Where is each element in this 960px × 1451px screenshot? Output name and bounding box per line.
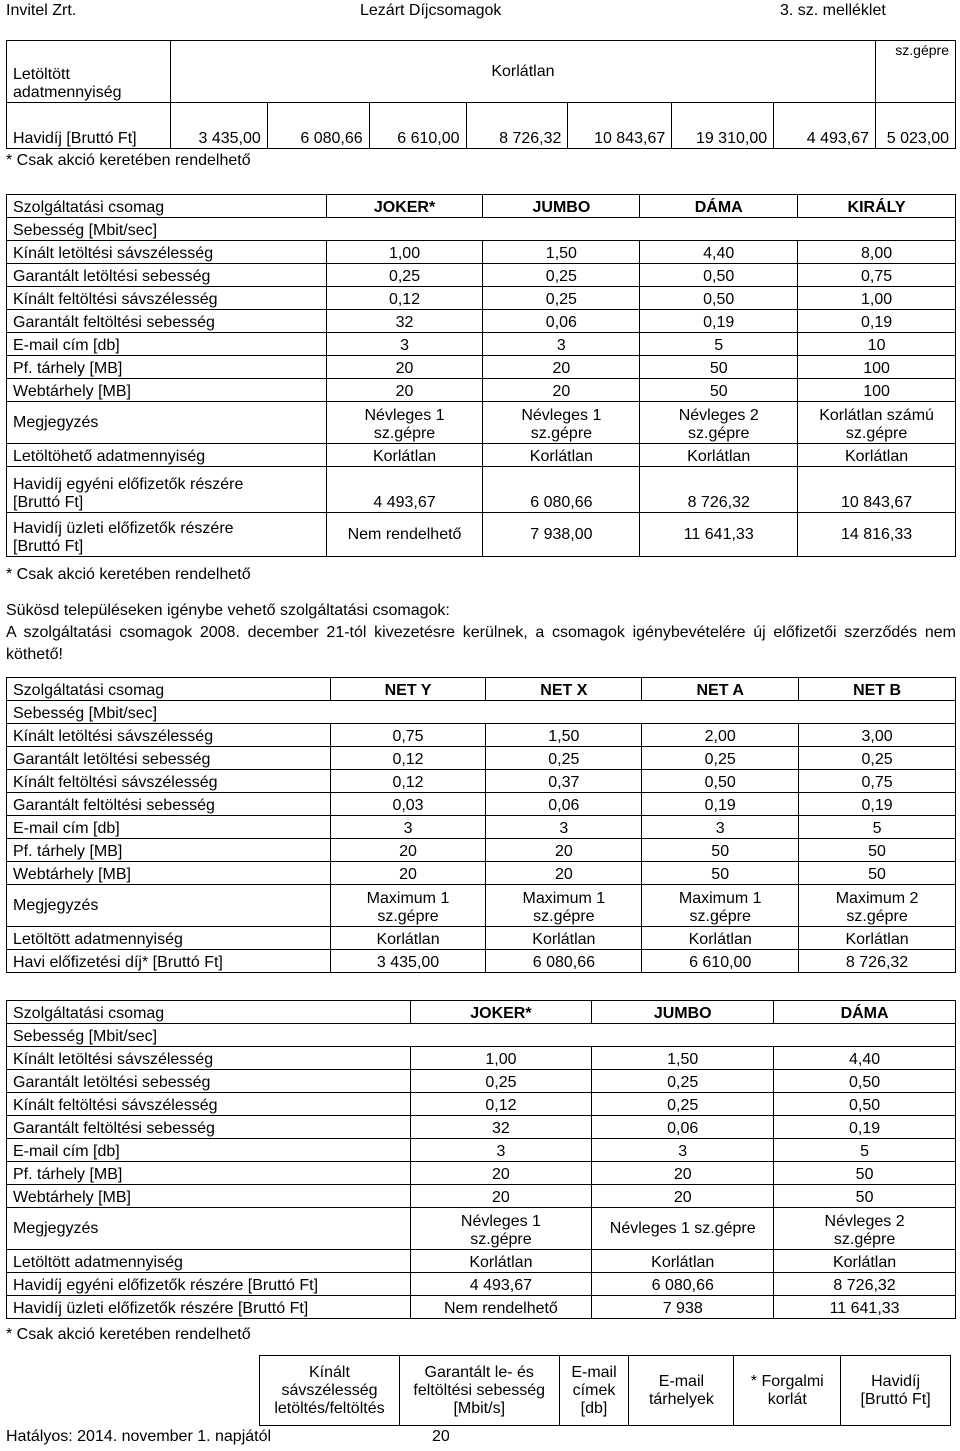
remark-line: sz.gépre [533, 908, 595, 925]
row-label: Havidíj egyéni előfizetők részére [13, 476, 244, 493]
cell: 0,19 [799, 793, 956, 816]
table-row [7, 467, 956, 513]
cell: 11 641,33 [640, 513, 798, 557]
annex-label: 3. sz. melléklet [780, 2, 886, 19]
cell: 0,25 [799, 747, 956, 770]
cell: 0,50 [774, 1093, 956, 1116]
section-label: Sebesség [Mbit/sec] [7, 1024, 956, 1047]
cell: 1,50 [592, 1047, 774, 1070]
cell: 0,06 [592, 1116, 774, 1139]
package-table-3 [6, 1000, 956, 1319]
cell: 50 [774, 1162, 956, 1185]
row-label: Pf. tárhely [MB] [7, 1162, 411, 1185]
cell: 0,75 [330, 724, 486, 747]
row-label: Havidíj üzleti előfizetők részére [Bruttó Ft] [7, 1296, 411, 1319]
column-header [260, 1356, 400, 1426]
column-header: JOKER* [410, 1001, 592, 1024]
column-header: NET Y [330, 678, 486, 701]
row-label: Kínált letöltési sávszélesség [7, 1047, 411, 1070]
price-cell: 19 310,00 [672, 103, 774, 149]
table-row [7, 950, 956, 973]
top-price-table [6, 40, 956, 149]
table-row [7, 747, 956, 770]
cell: 0,75 [799, 770, 956, 793]
row-label: Webtárhely [MB] [7, 1185, 411, 1208]
cell: 50 [642, 839, 799, 862]
cell: Korlátlan [486, 927, 642, 950]
page-header [0, 0, 960, 24]
cell: 6 080,66 [486, 950, 642, 973]
cell: 10 [798, 333, 956, 356]
cell: 6 080,66 [592, 1273, 774, 1296]
row-label: Megjegyzés [7, 1208, 411, 1250]
column-header: JOKER* [326, 195, 483, 218]
cell: 0,06 [486, 793, 642, 816]
cell: 0,12 [330, 747, 486, 770]
header-line: E-mail [571, 1363, 617, 1381]
cell: 2,00 [642, 724, 799, 747]
column-header [841, 1356, 951, 1426]
notice-line: A szolgáltatási csomagok 2008. december 21-tól kivezetésre kerülnek, a csomagok igénybevételére új előfizetői szerződés nem köthető! [6, 624, 956, 663]
column-header: NET B [799, 678, 956, 701]
table-row [7, 1139, 956, 1162]
header-line: [db] [580, 1399, 608, 1417]
table-row [7, 724, 956, 747]
cell: 3 [410, 1139, 592, 1162]
document-title: Lezárt Díjcsomagok [360, 2, 502, 19]
cell: Nem rendelhető [410, 1296, 592, 1319]
table-title: Szolgáltatási csomag [7, 1001, 411, 1024]
cell: 50 [799, 839, 956, 862]
remark-line: sz.gépre [845, 425, 908, 442]
cell: 1,00 [798, 287, 956, 310]
column-header [629, 1356, 734, 1426]
row-label: E-mail cím [db] [7, 333, 327, 356]
unlimited-value: Korlátlan [170, 41, 875, 103]
cell: 20 [592, 1185, 774, 1208]
cell: 3 435,00 [330, 950, 486, 973]
price-cell: 6 610,00 [369, 103, 466, 149]
column-header: NET X [486, 678, 642, 701]
row-label: Pf. tárhely [MB] [7, 839, 331, 862]
remark-line: Névleges 2 [678, 407, 759, 424]
header-line: letöltés/feltöltés [274, 1399, 385, 1417]
cell: 0,50 [640, 287, 798, 310]
row-label: Letöltött adatmennyiség [7, 927, 331, 950]
row-label: Kínált letöltési sávszélesség [7, 241, 327, 264]
remark-line: Névleges 1 sz.gépre [609, 1219, 756, 1237]
remark-line: Névleges 1 [460, 1213, 541, 1230]
header-line: Garantált le- és [424, 1363, 534, 1381]
cell: 4 493,67 [326, 467, 483, 513]
row-label: Havidíj egyéni előfizetők részére [Bruttó Ft] [7, 1273, 411, 1296]
header-line: tárhelyek [648, 1390, 714, 1408]
row-label: Garantált letöltési sebesség [7, 264, 327, 287]
cell: 14 816,33 [798, 513, 956, 557]
remark-line: Névleges 1 [364, 407, 445, 424]
cell: 32 [410, 1116, 592, 1139]
cell: 20 [326, 356, 483, 379]
remark-line: sz.gépre [530, 425, 593, 442]
table-row [7, 264, 956, 287]
cell: 3,00 [799, 724, 956, 747]
cell: 0,37 [486, 770, 642, 793]
cell: 8 726,32 [774, 1273, 956, 1296]
table-row [7, 1273, 956, 1296]
cell: 100 [798, 379, 956, 402]
remark-line: Névleges 2 [824, 1213, 905, 1230]
table-row [7, 1250, 956, 1273]
remark-line: Maximum 1 [522, 890, 606, 907]
cell: 0,25 [326, 264, 483, 287]
row-label: Kínált feltöltési sávszélesség [7, 770, 331, 793]
cell: 0,25 [592, 1070, 774, 1093]
action-note: * Csak akció keretében rendelhető [6, 1326, 251, 1343]
cell: 3 [483, 333, 640, 356]
cell: 0,19 [642, 793, 799, 816]
cell: 0,19 [774, 1116, 956, 1139]
table-row [7, 1162, 956, 1185]
table-row [7, 333, 956, 356]
cell: 0,25 [483, 287, 640, 310]
cell: 20 [486, 862, 642, 885]
header-line: [Bruttó Ft] [860, 1390, 931, 1408]
row-label: Garantált letöltési sebesség [7, 1070, 411, 1093]
cell: 3 [592, 1139, 774, 1162]
row-label: Havidíj [Bruttó Ft] [7, 103, 171, 149]
cell: 3 [642, 816, 799, 839]
cell: 0,25 [592, 1093, 774, 1116]
cell: 0,25 [642, 747, 799, 770]
column-header [734, 1356, 841, 1426]
section-label: Sebesség [Mbit/sec] [7, 701, 956, 724]
cell: 0,03 [330, 793, 486, 816]
cell: 0,12 [330, 770, 486, 793]
cell: 20 [330, 862, 486, 885]
package-table-1 [6, 194, 956, 557]
remark-line: Névleges 1 [521, 407, 602, 424]
cell: 0,50 [642, 770, 799, 793]
remark-line: Maximum 1 [366, 890, 450, 907]
price-cell: 5 023,00 [876, 103, 956, 149]
row-label: [Bruttó Ft] [13, 538, 84, 555]
cell: Korlátlan [774, 1250, 956, 1273]
cell: 8 726,32 [799, 950, 956, 973]
cell: 50 [640, 379, 798, 402]
cell: Korlátlan [410, 1250, 592, 1273]
cell: 20 [483, 356, 640, 379]
cell: 0,25 [483, 264, 640, 287]
table-row [7, 885, 956, 927]
cell: Nem rendelhető [326, 513, 483, 557]
row-label: Pf. tárhely [MB] [7, 356, 327, 379]
remark-line: sz.gépre [688, 425, 750, 442]
cell: 8 726,32 [640, 467, 798, 513]
price-cell: 6 080,66 [267, 103, 369, 149]
table-title: Szolgáltatási csomag [7, 678, 331, 701]
header-line: címek [572, 1381, 616, 1399]
cell: Korlátlan [799, 927, 956, 950]
cell: 6 610,00 [642, 950, 799, 973]
cell: Korlátlan [330, 927, 486, 950]
remark-line: sz.gépre [689, 908, 751, 925]
cell: 1,00 [410, 1047, 592, 1070]
cell: 50 [774, 1185, 956, 1208]
cell: 5 [774, 1139, 956, 1162]
table-row [7, 356, 956, 379]
table-row [7, 379, 956, 402]
cell: 1,50 [483, 241, 640, 264]
table-row [7, 793, 956, 816]
notice-line: Sükösd településeken igénybe vehető szolgáltatási csomagok: [6, 602, 450, 619]
column-header [399, 1356, 559, 1426]
price-cell: 4 493,67 [774, 103, 876, 149]
remark-line: sz.gépre [470, 1231, 532, 1248]
remark-line: sz.gépre [846, 908, 908, 925]
cell: 0,25 [410, 1070, 592, 1093]
company-name: Invitel Zrt. [6, 2, 77, 19]
row-label: Letöltött adatmennyiség [7, 1250, 411, 1273]
column-header: NET A [642, 678, 799, 701]
section-label: Sebesség [Mbit/sec] [7, 218, 956, 241]
cell: 0,19 [640, 310, 798, 333]
table-row [7, 1070, 956, 1093]
cell: 4 493,67 [410, 1273, 592, 1296]
row-label: E-mail cím [db] [7, 1139, 411, 1162]
cell: Korlátlan [798, 444, 956, 467]
table-row [7, 513, 956, 557]
table-row [7, 839, 956, 862]
column-header: JUMBO [483, 195, 640, 218]
summary-header-table [259, 1355, 951, 1426]
cell: Korlátlan [592, 1250, 774, 1273]
cell: 0,75 [798, 264, 956, 287]
cell: 5 [640, 333, 798, 356]
remark-line: Maximum 1 [678, 890, 762, 907]
table-row [7, 862, 956, 885]
row-label: Letöltöhető adatmennyiség [7, 444, 327, 467]
table-row [7, 927, 956, 950]
row-label: Webtárhely [MB] [7, 862, 331, 885]
cell: 20 [483, 379, 640, 402]
row-label: Havidíj üzleti előfizetők részére [13, 520, 234, 537]
header-line: Havidíj [871, 1372, 921, 1390]
table-row [7, 1296, 956, 1319]
row-label: Garantált letöltési sebesség [7, 747, 331, 770]
cell: 0,19 [798, 310, 956, 333]
cell: 50 [640, 356, 798, 379]
cell: 8,00 [798, 241, 956, 264]
sukosd-note [6, 600, 956, 666]
cell: 0,50 [774, 1070, 956, 1093]
action-note: * Csak akció keretében rendelhető [6, 566, 251, 583]
cell: 3 [486, 816, 642, 839]
cell: 10 843,67 [798, 467, 956, 513]
column-header: JUMBO [592, 1001, 774, 1024]
package-table-net [6, 677, 956, 973]
table-title: Szolgáltatási csomag [7, 195, 327, 218]
cell: 1,00 [326, 241, 483, 264]
header-line: sávszélesség [281, 1381, 378, 1399]
header-line: feltöltési sebesség [413, 1381, 546, 1399]
remark-line: Maximum 2 [835, 890, 919, 907]
cell: 20 [592, 1162, 774, 1185]
table-row [7, 1116, 956, 1139]
header-line: * Forgalmi [750, 1372, 824, 1390]
action-note: * Csak akció keretében rendelhető [6, 152, 251, 169]
cell: 4,40 [640, 241, 798, 264]
cell: 20 [410, 1185, 592, 1208]
row-label: Webtárhely [MB] [7, 379, 327, 402]
table-row [7, 402, 956, 444]
effective-date: Hatályos: 2014. november 1. napjától [6, 1428, 272, 1445]
price-cell: 8 726,32 [466, 103, 568, 149]
price-cell: 3 435,00 [170, 103, 267, 149]
table-row [7, 310, 956, 333]
cell: 3 [330, 816, 486, 839]
cell: 0,25 [486, 747, 642, 770]
table-row [7, 1208, 956, 1250]
row-label: Kínált feltöltési sávszélesség [7, 1093, 411, 1116]
header-line: [Mbit/s] [453, 1399, 506, 1417]
cell: 32 [326, 310, 483, 333]
table-row [7, 770, 956, 793]
row-label: Garantált feltöltési sebesség [7, 310, 327, 333]
header-line: E-mail [658, 1372, 705, 1390]
page-number: 20 [432, 1428, 450, 1445]
row-label: Letöltött adatmennyiség [7, 41, 171, 103]
cell: 6 080,66 [483, 467, 640, 513]
row-label: Kínált feltöltési sávszélesség [7, 287, 327, 310]
row-label: Megjegyzés [7, 885, 331, 927]
cell: Korlátlan [640, 444, 798, 467]
remark-line: sz.gépre [833, 1231, 896, 1248]
cell: Korlátlan [483, 444, 640, 467]
cell: 7 938 [592, 1296, 774, 1319]
cell: 0,12 [326, 287, 483, 310]
cell: Korlátlan [642, 927, 799, 950]
column-header: DÁMA [640, 195, 798, 218]
cell: 20 [326, 379, 483, 402]
row-label: [Bruttó Ft] [13, 494, 84, 511]
cell: 20 [330, 839, 486, 862]
cell: 11 641,33 [774, 1296, 956, 1319]
cell: 50 [799, 862, 956, 885]
row-label: Garantált feltöltési sebesség [7, 793, 331, 816]
row-label: E-mail cím [db] [7, 816, 331, 839]
row-label: Megjegyzés [7, 402, 327, 444]
table-row [7, 287, 956, 310]
cell: 0,50 [640, 264, 798, 287]
price-cell: 10 843,67 [568, 103, 672, 149]
table-row [7, 816, 956, 839]
unit-label: sz.gépre [895, 42, 949, 58]
row-label: Havi előfizetési díj* [Bruttó Ft] [7, 950, 331, 973]
table-row [7, 1093, 956, 1116]
cell: 1,50 [486, 724, 642, 747]
cell: 100 [798, 356, 956, 379]
cell: 50 [642, 862, 799, 885]
header-line: Kínált [309, 1363, 350, 1381]
cell: 20 [410, 1162, 592, 1185]
row-label: Garantált feltöltési sebesség [7, 1116, 411, 1139]
cell: 0,12 [410, 1093, 592, 1116]
cell: 4,40 [774, 1047, 956, 1070]
cell: 7 938,00 [483, 513, 640, 557]
remark-line: sz.gépre [377, 908, 439, 925]
cell: 5 [799, 816, 956, 839]
table-row [7, 444, 956, 467]
column-header: DÁMA [774, 1001, 956, 1024]
cell: 3 [326, 333, 483, 356]
remark-line: Korlátlan számú [819, 407, 934, 424]
cell: 20 [486, 839, 642, 862]
cell: 0,06 [483, 310, 640, 333]
column-header [559, 1356, 629, 1426]
row-label: Kínált letöltési sávszélesség [7, 724, 331, 747]
column-header: KIRÁLY [798, 195, 956, 218]
table-row [7, 1047, 956, 1070]
remark-line: sz.gépre [373, 425, 436, 442]
table-row [7, 1185, 956, 1208]
table-row [7, 241, 956, 264]
cell: Korlátlan [326, 444, 483, 467]
header-line: korlát [767, 1390, 807, 1408]
